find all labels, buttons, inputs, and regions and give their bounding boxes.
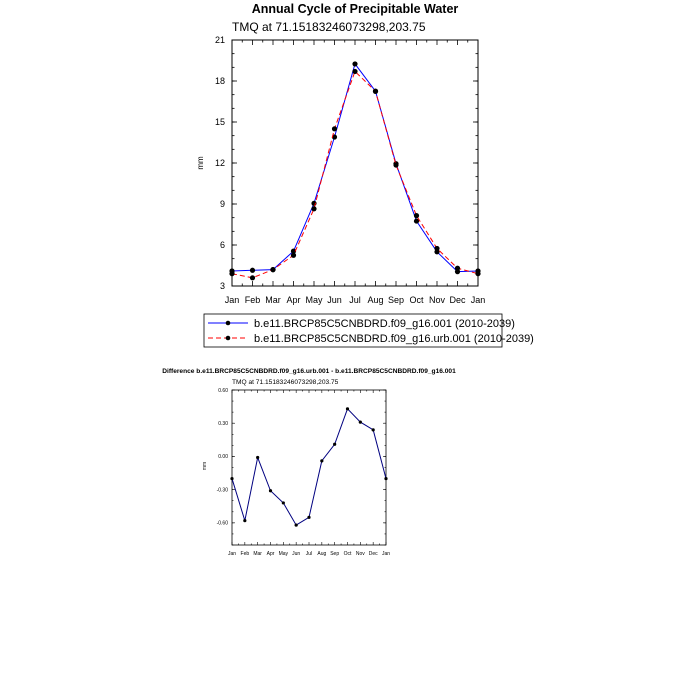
diff-chart-title: Difference b.e11.BRCP85C5CNBDRD.f09_g16.urb.001 - b.e11.BRCP85C5CNBDRD.f09_g16.001 — [162, 368, 456, 375]
diff-chart-series-1-point — [384, 477, 387, 480]
top-chart-series-2-point — [455, 266, 460, 271]
diff-chart-series-1-point — [230, 477, 233, 480]
diff-chart-series-1-point — [307, 516, 310, 519]
top-chart-series-2-point — [250, 275, 255, 280]
top-chart-ytick-label: 15 — [214, 117, 225, 128]
top-chart-plot-area — [215, 35, 485, 305]
diff-chart-series-1-point — [243, 519, 246, 522]
diff-chart-xtick-label: Apr — [266, 551, 275, 557]
diff-chart-plot-area — [217, 388, 391, 557]
top-chart-xtick-label: Jan — [470, 295, 486, 305]
top-chart-xtick-label: May — [305, 295, 323, 305]
top-chart-series-2-point — [311, 206, 316, 211]
top-chart-series-1-point — [352, 61, 357, 66]
diff-chart-xtick-label: May — [278, 551, 289, 557]
diff-chart-series-1-point — [295, 523, 298, 526]
legend-marker-series-2 — [226, 336, 231, 341]
diff-chart-xtick-label: Feb — [240, 551, 250, 557]
top-chart-series-2-point — [332, 126, 337, 131]
top-chart-xtick-label: Apr — [286, 295, 301, 305]
top-chart-ytick-label: 18 — [214, 76, 225, 87]
top-chart-xtick-label: Nov — [428, 295, 446, 305]
top-chart-series-2-point — [291, 253, 296, 258]
top-chart-series-1-point — [250, 268, 255, 273]
diff-chart-xtick-label: Aug — [317, 551, 327, 557]
diff-chart-ytick-label: -0.60 — [216, 520, 228, 527]
diff-chart-xtick-label: Jul — [305, 551, 313, 557]
diff-chart-subtitle: TMQ at 71.15183246073298,203.75 — [232, 379, 339, 386]
top-chart-xtick-label: Dec — [449, 295, 466, 305]
diff-chart-series-1-point — [359, 421, 362, 424]
top-chart-series-2-point — [229, 271, 234, 276]
top-chart-series-2-line — [232, 71, 478, 277]
diff-chart-series-1-point — [346, 407, 349, 410]
top-chart-series-1-line — [232, 64, 478, 272]
top-chart-xtick-label: Sep — [387, 295, 405, 305]
top-chart-xtick-label: Jun — [327, 295, 342, 305]
top-chart-series-2-point — [270, 267, 275, 272]
diff-chart-series-1-point — [282, 501, 285, 504]
diff-chart-ytick-label: 0.60 — [218, 387, 228, 394]
diff-chart-xtick-label: Nov — [355, 551, 365, 557]
diff-chart-ytick-label: 0.30 — [218, 420, 228, 427]
diff-chart-xtick-label: Sep — [330, 551, 340, 557]
top-chart-frame — [232, 40, 478, 286]
diff-chart-xtick-label: Dec — [368, 551, 378, 557]
top-chart-title: Annual Cycle of Precipitable Water — [251, 2, 459, 16]
top-chart-series-2-point — [352, 69, 357, 74]
top-chart-ylabel: mm — [196, 156, 205, 170]
diff-chart-xtick-label: Jun — [292, 551, 301, 557]
diff-chart-series-1-point — [372, 428, 375, 431]
top-chart-series-2-point — [373, 89, 378, 94]
top-chart-series-2-point — [475, 271, 480, 276]
diff-chart-series-1-point — [320, 459, 323, 462]
top-chart-series-2-point — [393, 162, 398, 167]
top-chart-ytick-label: 21 — [214, 35, 225, 46]
top-chart-xtick-label: Oct — [409, 295, 424, 305]
top-chart-xtick-label: Jan — [224, 295, 240, 305]
legend-label-series-2: b.e11.BRCP85C5CNBDRD.f09_g16.urb.001 (2010-2039) — [254, 333, 534, 345]
top-chart-ytick-label: 12 — [214, 158, 225, 169]
diff-chart-ylabel: mm — [202, 461, 208, 471]
diff-chart-series-1-line — [232, 409, 386, 525]
top-chart-subtitle: TMQ at 71.15183246073298,203.75 — [232, 20, 426, 34]
top-chart-xtick-label: Mar — [265, 295, 281, 305]
legend-marker-series-1 — [226, 321, 231, 326]
top-chart-xtick-label: Jul — [349, 295, 361, 305]
diff-chart-xtick-label: Mar — [253, 551, 262, 557]
top-chart-series-2-point — [414, 213, 419, 218]
diff-chart-ytick-label: 0.00 — [218, 454, 228, 461]
top-chart-ytick-label: 6 — [219, 240, 225, 251]
top-chart-xtick-label: Feb — [244, 295, 261, 305]
top-chart-xtick-label: Aug — [367, 295, 384, 305]
diff-chart-frame — [232, 390, 386, 545]
diff-chart-xtick-label: Oct — [343, 551, 352, 557]
legend — [204, 314, 534, 347]
diff-chart-series-1-point — [256, 456, 259, 459]
diff-chart-series-1-point — [333, 443, 336, 446]
diff-chart-ytick-label: -0.30 — [216, 487, 228, 494]
top-chart-ytick-label: 3 — [219, 281, 225, 292]
diff-chart-series-1-point — [269, 489, 272, 492]
top-chart-ytick-label: 9 — [219, 199, 225, 210]
diff-chart-xtick-label: Jan — [227, 551, 237, 557]
legend-label-series-1: b.e11.BRCP85C5CNBDRD.f09_g16.001 (2010-2039) — [254, 318, 515, 330]
diff-chart-xtick-label: Jan — [381, 551, 391, 557]
top-chart-series-2-point — [434, 246, 439, 251]
